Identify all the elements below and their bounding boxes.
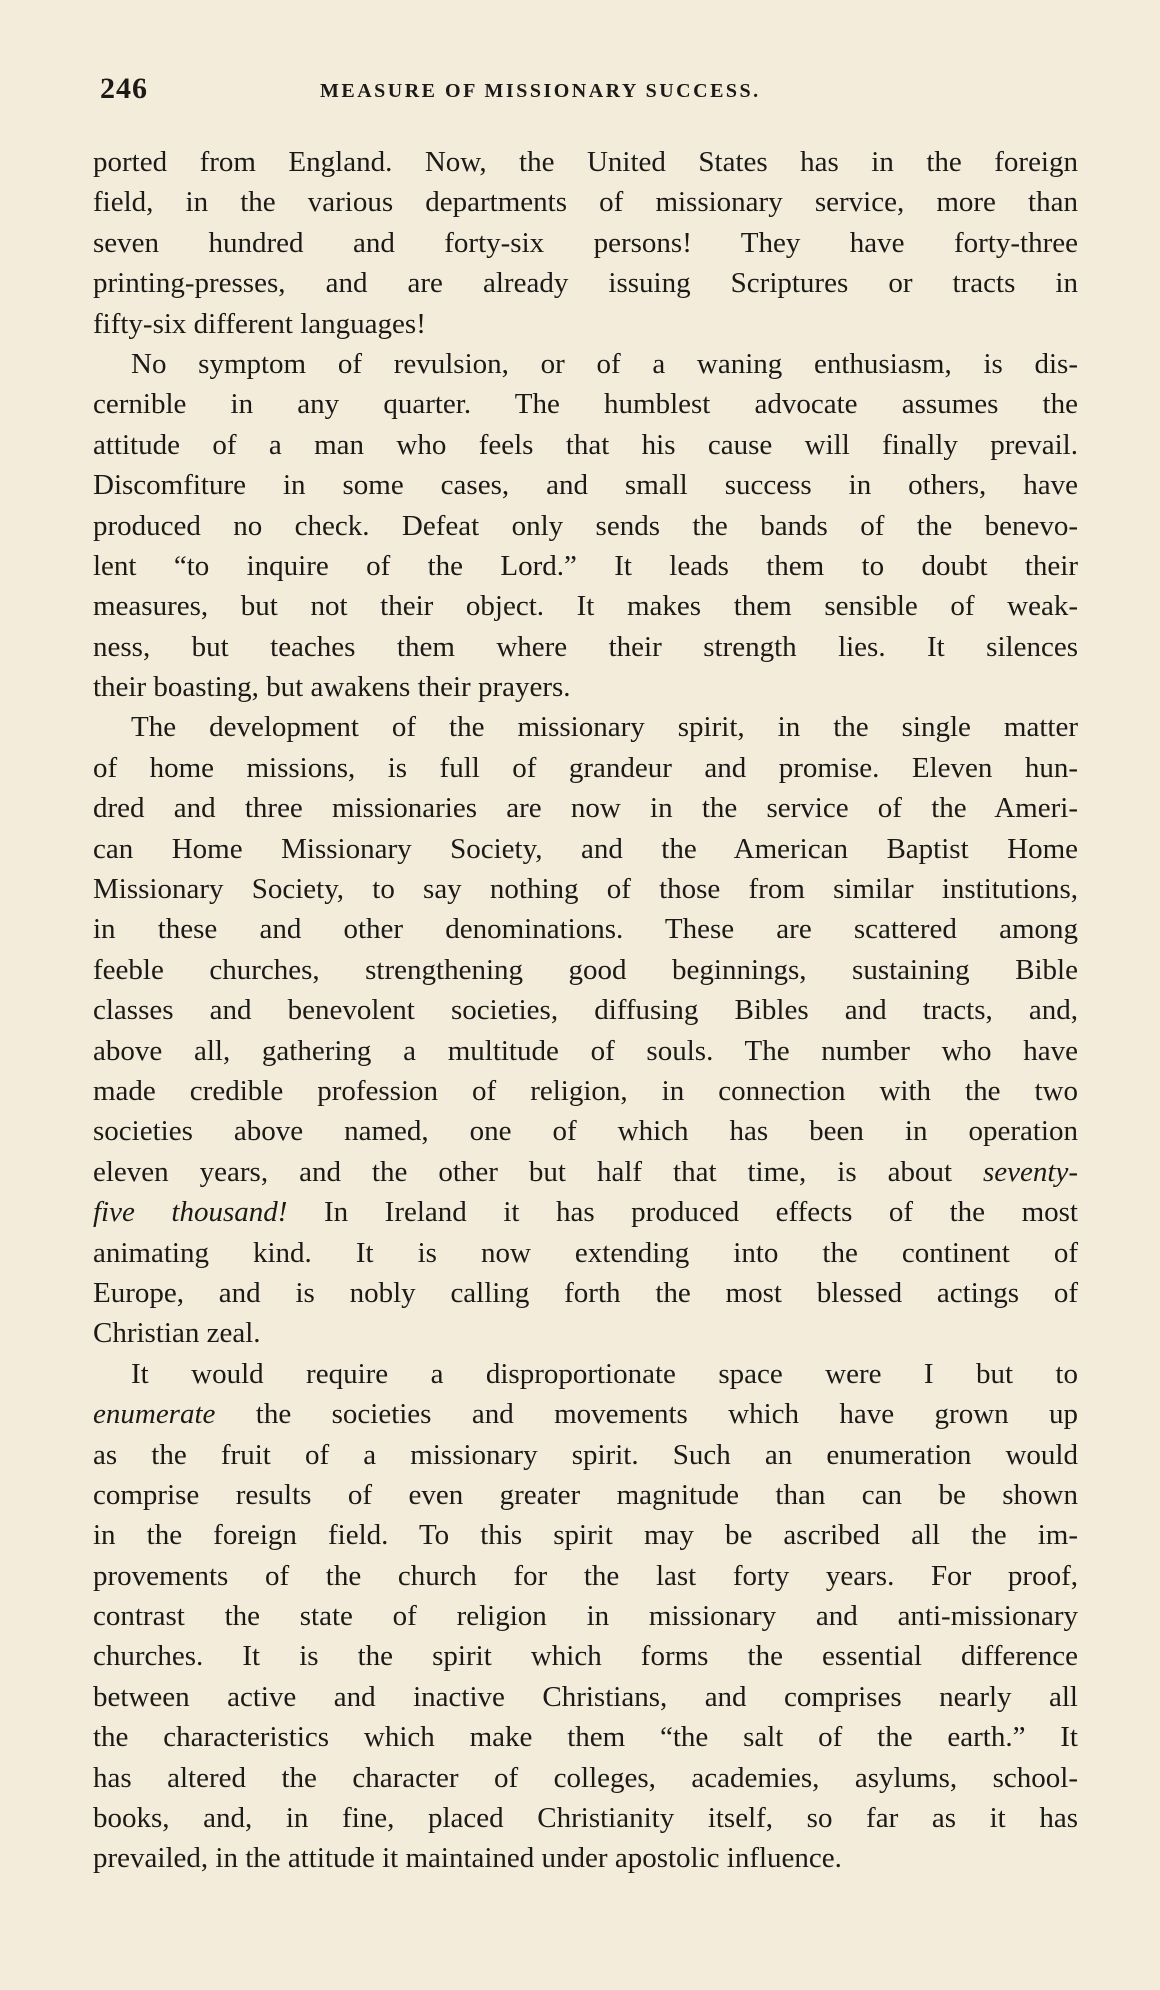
text-line: in these and other denominations. These are scattered among <box>93 913 1078 946</box>
text-line: ported from England. Now, the United States has in the foreign <box>93 146 1078 178</box>
page-number: 246 <box>100 72 148 105</box>
text-line: lent “to inquire of the Lord.” It leads them to doubt their <box>93 549 1078 582</box>
text-line: societies above named, one of which has been in operation <box>93 1115 1078 1148</box>
text-line: classes and benevolent societies, diffusing Bibles and tracts, and, <box>93 994 1078 1027</box>
text-line: attitude of a man who feels that his cause will finally prevail. <box>93 428 1078 461</box>
text-line: Christian zeal. <box>93 1317 261 1350</box>
text-line: their boasting, but awakens their prayers. <box>93 671 571 704</box>
text-line: churches. It is the spirit which forms the essential difference <box>93 1640 1078 1673</box>
text-line: provements of the church for the last forty years. For proof, <box>93 1559 1078 1592</box>
text-line: fifty-six different languages! <box>93 307 426 340</box>
running-title: MEASURE OF MISSIONARY SUCCESS. <box>320 80 761 102</box>
text-line: the characteristics which make them “the salt of the earth.” It <box>93 1721 1078 1754</box>
text-segment: the societies and movements which have grown up <box>255 1398 1079 1431</box>
text-line: books, and, in fine, placed Christianity itself, so far as it has <box>93 1802 1078 1835</box>
text-line: prevailed, in the attitude it maintained under apostolic influence. <box>93 1842 842 1875</box>
paragraph-first-line: It would require a disproportionate space were I but to <box>131 1357 1078 1390</box>
text-line: can Home Missionary Society, and the American Baptist Home <box>93 832 1078 865</box>
paragraph-first-line: The development of the missionary spirit, in the single matter <box>131 711 1078 744</box>
text-line: cernible in any quarter. The humblest advocate assumes the <box>93 388 1078 421</box>
text-line: seven hundred and forty-six persons! They have forty-three <box>93 226 1078 259</box>
text-line: produced no check. Defeat only sends the bands of the benevo- <box>93 509 1078 542</box>
text-line <box>93 1394 1078 1434</box>
text-line: above all, gathering a multitude of souls. The number who have <box>93 1034 1078 1067</box>
italic-text: enumerate <box>93 1398 216 1431</box>
text-line: made credible profession of religion, in connection with the two <box>93 1074 1078 1107</box>
text-line: field, in the various departments of missionary service, more than <box>93 186 1078 219</box>
text-line: Missionary Society, to say nothing of those from similar institutions, <box>93 873 1078 906</box>
text-line: in the foreign field. To this spirit may be ascribed all the im- <box>93 1519 1078 1552</box>
text-line: measures, but not their object. It makes them sensible of weak- <box>93 590 1078 623</box>
body-text <box>93 142 1078 1879</box>
italic-text: five thousand! <box>93 1196 288 1229</box>
text-line: as the fruit of a missionary spirit. Such an enumeration would <box>93 1438 1078 1471</box>
text-line: has altered the character of colleges, academies, asylums, school- <box>93 1761 1078 1794</box>
italic-text: seventy- <box>983 1155 1079 1188</box>
page-header <box>0 72 1160 122</box>
text-line: Discomfiture in some cases, and small success in others, have <box>93 469 1078 502</box>
text-segment: eleven years, and the other but half that time, is about <box>93 1155 953 1188</box>
text-line: animating kind. It is now extending into the continent of <box>93 1236 1078 1269</box>
text-line: printing-presses, and are already issuing Scriptures or tracts in <box>93 267 1078 300</box>
text-line: of home missions, is full of grandeur and promise. Eleven hun- <box>93 751 1078 784</box>
text-line: between active and inactive Christians, and comprises nearly all <box>93 1680 1078 1713</box>
text-line: ness, but teaches them where their strength lies. It silences <box>93 630 1078 663</box>
text-line <box>93 1152 1078 1192</box>
text-line: Europe, and is nobly calling forth the most blessed actings of <box>93 1276 1078 1309</box>
text-line: comprise results of even greater magnitude than can be shown <box>93 1478 1078 1511</box>
text-line: contrast the state of religion in missionary and anti-missionary <box>93 1600 1078 1633</box>
paragraph-first-line: No symptom of revulsion, or of a waning enthusiasm, is dis- <box>131 347 1078 380</box>
text-line: dred and three missionaries are now in the service of the Ameri- <box>93 792 1078 825</box>
text-segment: In Ireland it has produced effects of the most <box>323 1196 1078 1229</box>
text-line: feeble churches, strengthening good beginnings, sustaining Bible <box>93 953 1078 986</box>
text-line <box>93 1192 1078 1232</box>
